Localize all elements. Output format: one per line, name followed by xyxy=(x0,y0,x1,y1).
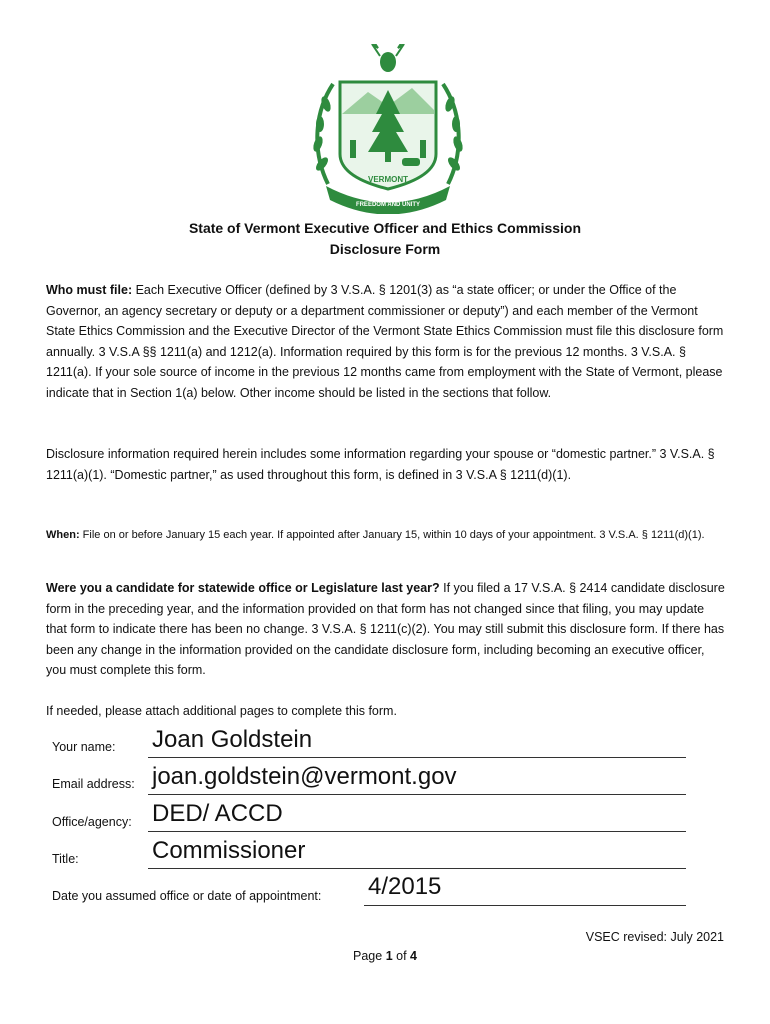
email-value[interactable]: joan.goldstein@vermont.gov xyxy=(152,763,457,790)
when-label: When: xyxy=(46,529,80,541)
page-total: 4 xyxy=(410,949,417,963)
page-number xyxy=(0,949,770,963)
when-text: File on or before January 15 each year. If appointed after January 15, within 10 days of your appointment. 3 V.S.A. § 1211(d)(1). xyxy=(79,529,705,541)
date-label: Date you assumed office or date of appointment: xyxy=(52,889,322,903)
email-label: Email address: xyxy=(52,777,135,791)
email-underline xyxy=(148,794,686,795)
page-prefix: Page xyxy=(353,949,386,963)
name-label: Your name: xyxy=(52,740,116,754)
form-title-line1: State of Vermont Executive Officer and Ethics Commission xyxy=(188,220,582,236)
who-must-file-paragraph xyxy=(46,280,726,403)
seal-motto-bottom: FREEDOM AND UNITY xyxy=(355,202,421,208)
vermont-seal xyxy=(308,44,468,214)
page-of: of xyxy=(392,949,411,963)
seal-motto-top: VERMONT xyxy=(368,175,408,184)
date-value[interactable]: 4/2015 xyxy=(368,873,442,900)
candidate-text: If you filed a 17 V.S.A. § 2414 candidate disclosure form in the preceding year, and the information provided on that form has not changed since that filing, you may update that form to indicate there has been no change. 3 V.S.A. § 1211(c)(2). You may still submit this disclosure form. If there has been any change in the information provided on the candidate disclosure form, including becoming an executive officer, you must complete this form. xyxy=(46,581,725,677)
who-must-file-text: Each Executive Officer (defined by 3 V.S.A. § 1201(3) as “a state officer; or under the Office of the Governor, an agency secretary or deputy or a department commissioner or deputy”) and each member of the Vermont State Ethics Commission and the Executive Director of the Vermont State Ethics Commission must file this disclosure form annually. 3 V.S.A §§ 1211(a) and 1212(a). Information required by this form is for the previous 12 months. 3 V.S.A. § 1211(a). If your sole source of income in the previous 12 months came from employment with the State of Vermont, please indicate that in Section 1(a) below. Other income should be listed in the sections that follow. xyxy=(46,283,724,400)
date-underline xyxy=(364,905,686,906)
office-underline xyxy=(148,831,686,832)
who-must-file-label: Who must file: xyxy=(46,283,133,297)
candidate-paragraph xyxy=(46,578,726,681)
disclosure-info-paragraph: Disclosure information required herein includes some information regarding your spouse or “domestic partner.” 3 V.S.A. § 1211(a)(1). “Domestic partner,” as used throughout this form, is defined in 3 V.S.A § 1211(d)(1). xyxy=(46,447,715,482)
candidate-label: Were you a candidate for statewide office or Legislature last year? xyxy=(46,581,440,595)
name-value[interactable]: Joan Goldstein xyxy=(152,726,313,753)
name-underline xyxy=(148,757,686,758)
title-value[interactable]: Commissioner xyxy=(152,837,306,864)
form-title-line2: Disclosure Form xyxy=(329,241,441,257)
revised-note: VSEC revised: July 2021 xyxy=(585,930,724,944)
when-paragraph xyxy=(46,527,726,544)
attach-note: If needed, please attach additional pages to complete this form. xyxy=(46,704,397,718)
page-current: 1 xyxy=(385,949,393,963)
office-value[interactable]: DED/ ACCD xyxy=(152,800,283,827)
office-label: Office/agency: xyxy=(52,815,132,829)
title-underline xyxy=(148,868,686,869)
title-label: Title: xyxy=(52,852,79,866)
